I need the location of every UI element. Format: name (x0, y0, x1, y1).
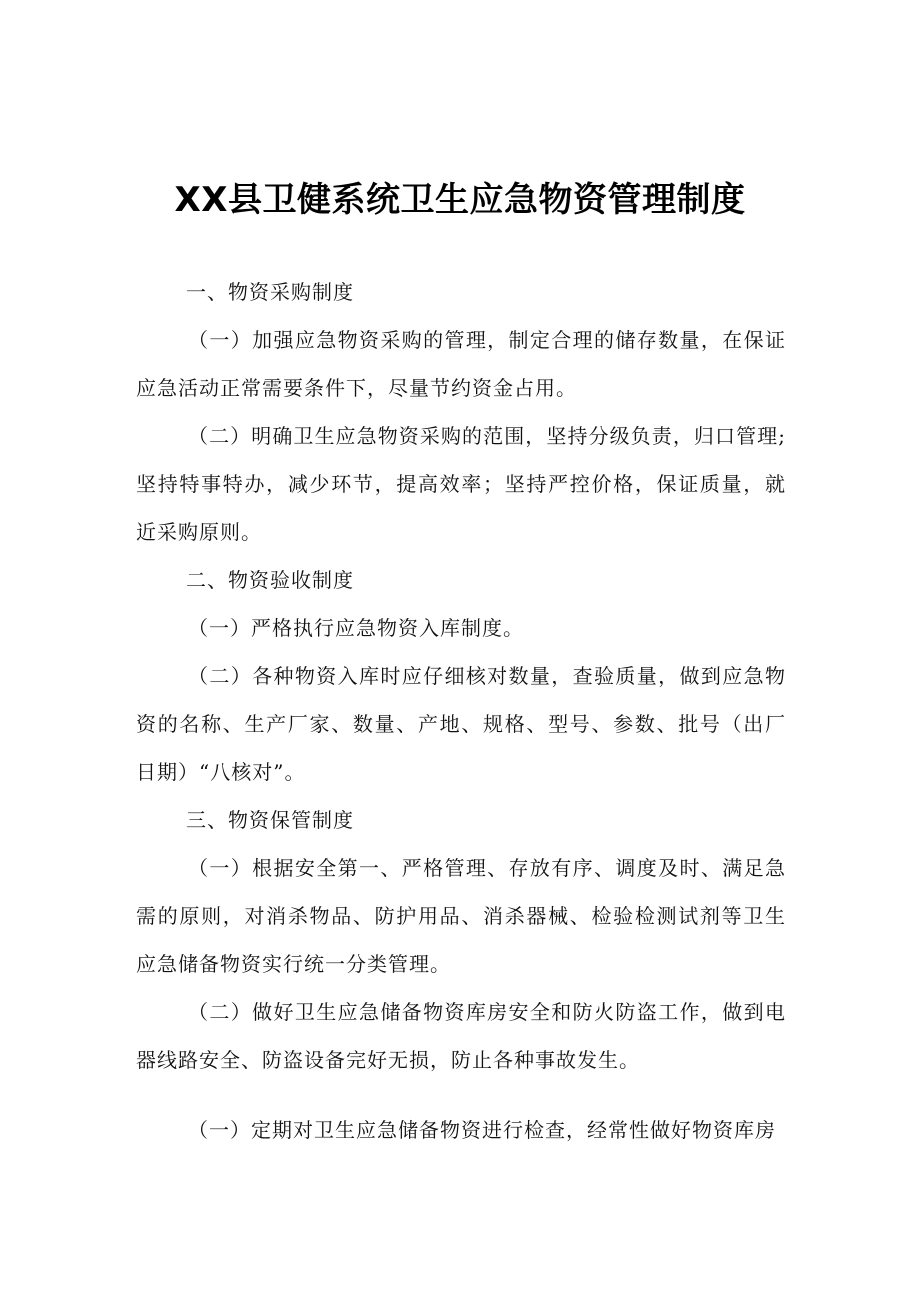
paragraph: （二）各种物资入库时应仔细核对数量，查验质量，做到应急物资的名称、生产厂家、数量、产地、规格、型号、参数、批号（出厂日期）“八核对”。 (136, 664, 786, 784)
section-heading-storage: 三、物资保管制度 (186, 808, 354, 832)
paragraph: （一）严格执行应急物资入库制度。 (188, 616, 524, 640)
section-heading-procurement: 一、物资采购制度 (186, 280, 354, 304)
paragraph: （一）定期对卫生应急储备物资进行检查，经常性做好物资库房 (188, 1118, 776, 1142)
paragraph: （一）加强应急物资采购的管理，制定合理的储存数量，在保证应急活动正常需要条件下，尽量节约资金占用。 (136, 328, 786, 400)
document-title: XX县卫健系统卫生应急物资管理制度 (174, 180, 746, 220)
paragraph: （二）明确卫生应急物资采购的范围，坚持分级负责，归口管理;坚持特事特办，减少环节，提高效率；坚持严控价格，保证质量，就近采购原则。 (136, 424, 786, 544)
section-heading-acceptance: 二、物资验收制度 (186, 568, 354, 592)
document-body (136, 268, 786, 1154)
paragraph: （二）做好卫生应急储备物资库房安全和防火防盗工作，做到电器线路安全、防盗设备完好无损，防止各种事故发生。 (136, 1000, 786, 1072)
paragraph: （一）根据安全第一、严格管理、存放有序、调度及时、满足急需的原则，对消杀物品、防护用品、消杀器械、检验检测试剂等卫生应急储备物资实行统一分类管理。 (136, 856, 786, 976)
